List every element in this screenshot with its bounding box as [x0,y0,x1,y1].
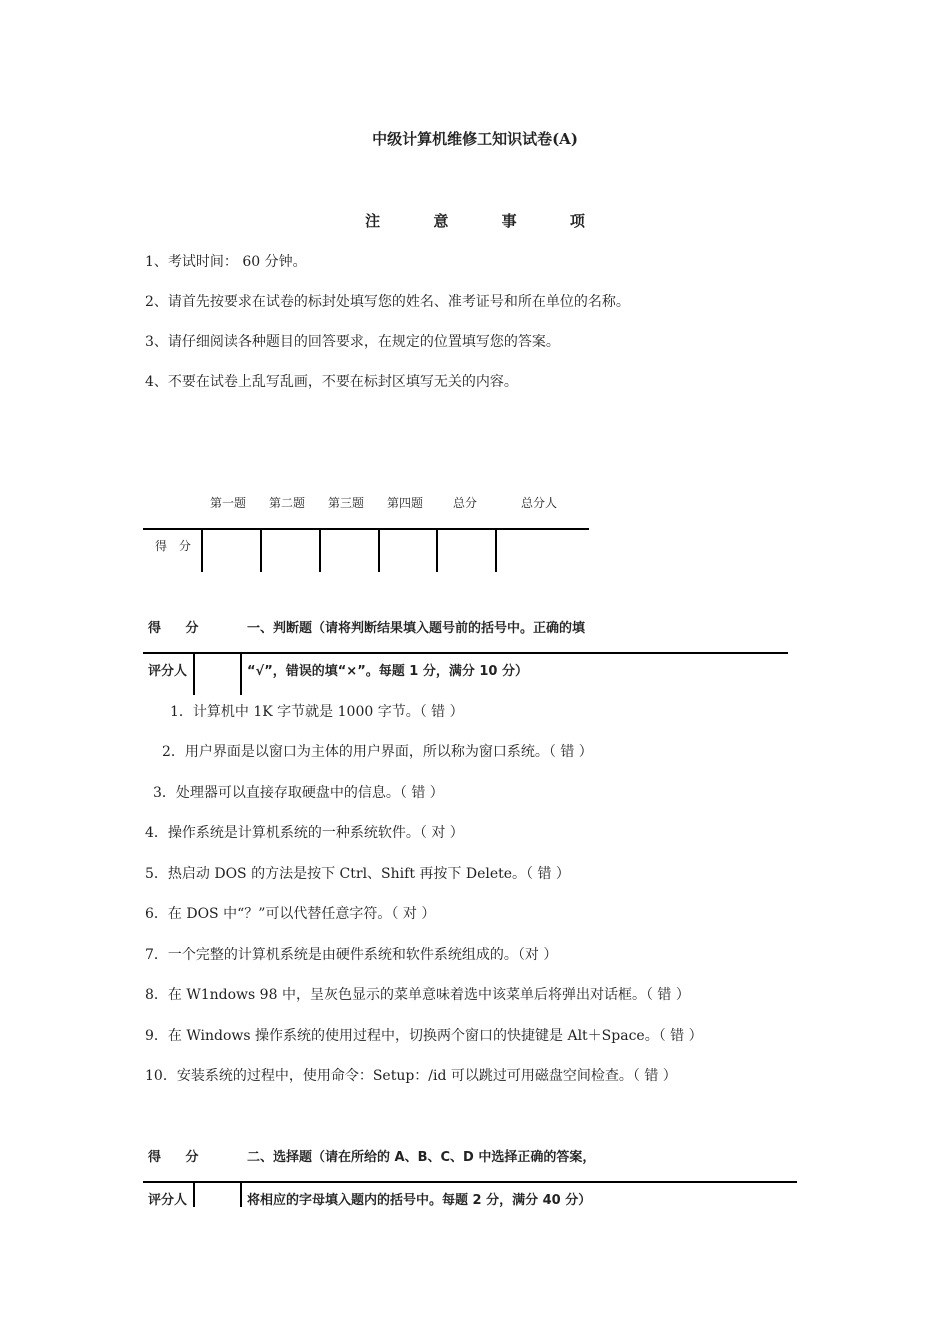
section-divider [240,654,242,695]
score-row-label: 得 分 [155,539,195,553]
question-item: 5．热启动 DOS 的方法是按下 Ctrl、Shift 再按下 Delete。（ 错 ） [145,866,570,882]
question-item: 2．用户界面是以窗口为主体的用户界面，所以称为窗口系统。（ 错 ） [162,744,593,760]
notice-item: 1、考试时间： 60 分钟。 [145,254,307,270]
question-item: 6．在 DOS 中“？”可以代替任意字符。（ 对 ） [145,906,436,922]
score-header: 第一题 [210,496,247,510]
question-item: 9．在 Windows 操作系统的使用过程中，切换两个窗口的快捷键是 Alt＋Space。（ 错 ） [145,1028,703,1044]
table-divider [378,530,380,572]
section-instruction: 一、判断题（请将判断结果填入题号前的括号中。正确的填 [247,621,586,636]
score-header: 总分 [453,496,478,510]
section-divider [193,1183,195,1207]
question-item: 1．计算机中 1K 字节就是 1000 字节。（ 错 ） [170,704,464,720]
notice-item: 2、请首先按要求在试卷的标封处填写您的姓名、准考证号和所在单位的名称。 [145,294,630,310]
question-item: 8．在 W1ndows 98 中，呈灰色显示的菜单意味着选中该菜单后将弹出对话框。（ 错 ） [145,987,690,1003]
table-divider [319,530,321,572]
section-grader-label: 评分人 [148,1193,188,1208]
table-divider [201,530,203,572]
table-divider [495,530,497,572]
section-instruction: “√”，错误的填“×”。每题 1 分，满分 10 分） [247,664,528,679]
section-instruction: 二、选择题（请在所给的 A、B、C、D 中选择正确的答案， [247,1150,596,1165]
table-top-rule [143,528,589,530]
notice-item: 3、请仔细阅读各种题目的回答要求，在规定的位置填写您的答案。 [145,334,560,350]
question-item: 10．安装系统的过程中，使用命令：Setup：/id 可以跳过可用磁盘空间检查。（ 错 ） [145,1068,677,1084]
score-header: 总分人 [521,496,558,510]
page-title: 中级计算机维修工知识试卷(A) [372,130,578,148]
section-grader-label: 评分人 [148,664,188,679]
notice-heading: 注 意 事 项 [365,212,609,230]
question-item: 3．处理器可以直接存取硬盘中的信息。（ 错 ） [153,785,444,801]
score-header: 第三题 [328,496,365,510]
notice-item: 4、不要在试卷上乱写乱画，不要在标封区填写无关的内容。 [145,374,518,390]
table-divider [436,530,438,572]
section-score-label: 得 分 [148,621,209,636]
score-header: 第二题 [269,496,306,510]
section-divider [240,1183,242,1207]
table-divider [260,530,262,572]
section-divider [193,654,195,695]
question-item: 7．一个完整的计算机系统是由硬件系统和软件系统组成的。（对 ） [145,947,558,963]
score-header: 第四题 [387,496,424,510]
question-item: 4．操作系统是计算机系统的一种系统软件。（ 对 ） [145,825,464,841]
section-instruction: 将相应的字母填入题内的括号中。每题 2 分，满分 40 分） [247,1193,592,1208]
section-score-label: 得 分 [148,1150,209,1165]
